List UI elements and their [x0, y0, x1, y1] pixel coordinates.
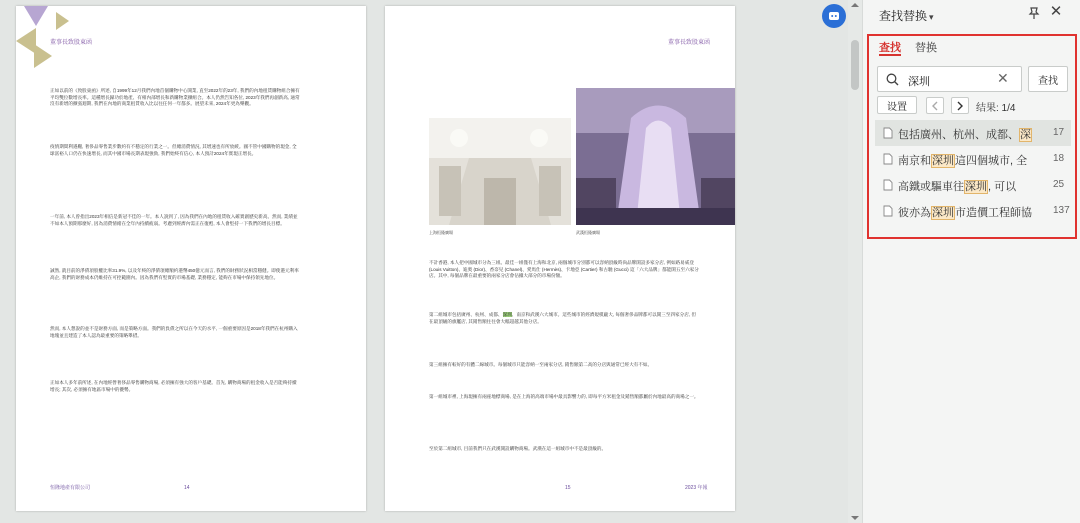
chevron-right-icon: [956, 101, 964, 111]
active-tab-underline: [879, 54, 901, 56]
result-text-before: 彼亦為: [898, 207, 931, 219]
find-button[interactable]: 查找: [1028, 66, 1068, 92]
paragraph: 第三組擁有較好的有體二線城市。每個城市只能容納一至兩家分店, 銷售額第二高的分店與通常已經大有不如。: [429, 362, 653, 367]
result-text-after: , 可以: [988, 181, 1017, 193]
assistant-glyph-icon: [828, 10, 840, 22]
scroll-down-icon[interactable]: [851, 516, 859, 520]
result-item[interactable]: [875, 120, 1071, 146]
find-replace-panel: [862, 0, 1080, 523]
tab-find-label: 查找: [879, 42, 901, 54]
page-footer-year: 2023 年報: [685, 485, 708, 491]
close-icon[interactable]: ✕: [997, 70, 1009, 86]
result-page-number: 18: [1053, 153, 1065, 164]
close-icon[interactable]: ✕: [1049, 3, 1063, 20]
search-highlight: 深圳: [502, 312, 512, 317]
paragraph: 不計香港, 本人把中國城市分為三組。最佳一組僅有上海和北京, 兩個城市分別都可以容納頂級時尚品牌開設多家分店, 例如路易威登 (Louis Vuitton)、迪奧 (Dior)、香奈兒 (Chanel)、愛馬仕 (Hermès)、卡地亞 (Cartier) 和古馳 (Gucci) 這「六大品牌」都能開五至六家分店。其中, 每個品牌在最重要的兩家分店會佔據大部分的市場份額。: [429, 260, 699, 279]
result-item[interactable]: [875, 198, 1071, 224]
result-text-before: 高鐵或驅車往: [898, 181, 964, 193]
tab-replace[interactable]: [915, 39, 937, 55]
paragraph: 正如以前的《致股東函》所述, 自1999年12月我們內地首個購物中心開業, 直至2022年的23年, 我們的內地租賃購物組合擁有平均雙位數增長率。這種增長歸功於地產、有相內部增長和新購物業擴組合。本人仍然告知各位, 2023年我們再創新高, 通常沒有新增的擴張週期, 我們在內地的商業租賃收入比以往任何一年都多。展望未來, 2024年更為樂觀。: [50, 88, 300, 107]
photo-caption: 武漢恒隆廣場: [576, 230, 600, 235]
document-page-right: [385, 6, 735, 511]
decorative-triangle: [34, 44, 52, 68]
document-icon: [883, 179, 893, 191]
document-page-left: [16, 6, 366, 511]
paragraph: 一年前, 本人曾指出2023年相信是新冠不佳的一年。本人說到了, 因為我們在內地的租賃收入確實創歷史新高。然而, 業績並不如本人預期那麼好, 因為消費情緒在全年內持續疲弱。考慮到經濟內需正在復甦, 本人會堅持一下我們的增長目標。: [50, 214, 298, 226]
paragraph: 正如本人多年前所述, 在內地經營奢侈品零售購物商場, 必須擁有強大的客戶基礎。首先, 購物商場的租金收入是否能夠持續增長; 其次, 必須擁有地區市場中的優勢。: [50, 380, 297, 392]
result-page-number: 25: [1053, 179, 1065, 190]
paragraph: 誠然, 就目前的淨債項股權比率31.9%, 以及年終的淨債項總額約港幣450億元而言, 我們的財務狀況相當穩健。即使港元利率高企, 我們的財務成本仍維持在可控範圍內。因為我們有堅實的市場基礎, 業務穩定, 能夠在市場中保持領先地位。: [50, 268, 299, 280]
result-keyword: 深圳: [932, 207, 954, 219]
page-number: 14: [184, 485, 190, 491]
result-keyword: 深圳: [932, 155, 954, 167]
page-header: 董事長致股東函: [50, 40, 93, 46]
paragraph: 第二組城市包括廣州、杭州、成都、深圳、南京和武漢六大城市。這些城市的經濟規模龐大, 每個奢侈品牌都可以開三至四家分店, 但在最頂級的旗艦店, 其銷售額往往會大幅超越其他分店。: [429, 312, 696, 324]
decorative-triangle: [56, 12, 69, 30]
result-page-number: 17: [1053, 127, 1065, 138]
scrollbar-thumb[interactable]: [851, 40, 859, 90]
search-results-list: [875, 120, 1071, 224]
result-keyword: 深圳: [965, 181, 987, 193]
panel-title: 查找替换: [879, 9, 928, 23]
previous-result-button[interactable]: [926, 97, 944, 114]
decorative-triangle: [16, 28, 36, 54]
paragraph: 至於第二組城市, 目前我們只在武漢開設購物商場。武漢在這一組城市中不是最頂級的。: [429, 446, 607, 451]
result-item[interactable]: [875, 146, 1071, 172]
search-input-value: 深圳: [908, 76, 930, 88]
find-section: [867, 34, 1077, 239]
result-text-after: 這四個城市, 全: [955, 155, 1028, 167]
mall-exterior-photo: [576, 88, 735, 225]
assistant-icon[interactable]: [822, 4, 846, 28]
settings-button[interactable]: 设置: [877, 96, 917, 114]
next-result-button[interactable]: [951, 97, 969, 114]
result-text-before: 包括廣州、杭州、成都、: [898, 129, 1019, 141]
tab-replace-label: 替换: [915, 42, 937, 54]
chevron-down-icon: ▾: [929, 12, 934, 22]
document-icon: [883, 153, 893, 165]
page-header: 董事長致股東函: [668, 40, 711, 46]
mall-interior-photo: [429, 118, 571, 225]
document-icon: [883, 205, 893, 217]
paragraph: 然而, 本人想說的並不是財務方面, 而是策略方面。我們的負債之所以在今天的水平, 一個重要原因是2018年我們在杭州購入地塊並且建造了本人認為最重要的策略舉措。: [50, 326, 298, 338]
result-text-after: 市造價工程師協: [955, 207, 1032, 219]
result-text-before: 南京和: [898, 155, 931, 167]
result-page-number: 137: [1053, 205, 1070, 216]
results-count: 结果: 1/4: [976, 103, 1016, 114]
scroll-up-icon[interactable]: [851, 3, 859, 7]
document-icon: [883, 127, 893, 139]
vertical-scrollbar[interactable]: [848, 0, 862, 523]
tab-find[interactable]: [879, 39, 901, 55]
result-keyword: 深: [1020, 129, 1031, 141]
photo-caption: 上海恒隆廣場: [429, 230, 453, 235]
pin-icon[interactable]: [1027, 6, 1041, 20]
search-input[interactable]: [877, 66, 1022, 92]
panel-title-dropdown[interactable]: [879, 7, 934, 24]
page-footer-company: 恒隆地產有限公司: [50, 485, 91, 491]
paragraph: 第一組城市裡, 上海現擁有兩座地標商場, 是在上海的高端市場中最具影響力的, 即每平方米租金及銷售額都屬於內地最高的商場之一。: [429, 394, 699, 399]
chevron-left-icon: [931, 101, 939, 111]
decorative-triangle: [24, 6, 48, 26]
page-number: 15: [565, 485, 571, 491]
result-item[interactable]: [875, 172, 1071, 198]
search-icon: [886, 73, 899, 86]
paragraph: 疫情期間利遇艱, 奢侈品零售業步數約有不穩定的行業之一。但總消費情況, 其增速也有所放緩。國不管中國購物的現金, 全球富裕人口仍在快速增長, 而其中國市場長期表現強勁, 我們始終有信心, 本人預計2024年實現正增長。: [50, 144, 297, 156]
